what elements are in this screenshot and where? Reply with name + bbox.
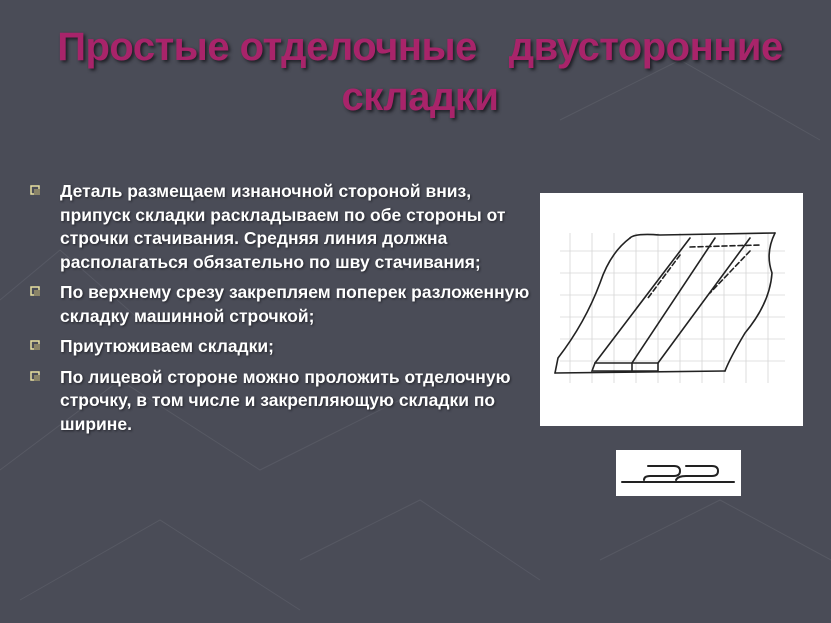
- pleat-profile-drawing: [616, 450, 741, 496]
- hollow-square-bullet-icon: [30, 286, 41, 297]
- bullet-text: По лицевой стороне можно проложить отделочную строчку, в том числе и закрепляющую складки по ширине.: [60, 366, 511, 434]
- hollow-square-bullet-icon: [30, 340, 41, 351]
- pleat-profile-diagram: [616, 450, 741, 496]
- bullet-item: [30, 180, 530, 274]
- bullet-list: [30, 180, 530, 443]
- bullet-item: [30, 366, 530, 437]
- bullet-item: [30, 281, 530, 328]
- slide-title: [40, 22, 800, 122]
- bullet-text: По верхнему срезу закрепляем поперек разложенную складку машинной строчкой;: [60, 282, 530, 326]
- pleat-sketch-drawing: [540, 193, 803, 426]
- pleat-diagram: [540, 193, 803, 426]
- hollow-square-bullet-icon: [30, 371, 41, 382]
- bullet-text: Деталь размещаем изнаночной стороной вниз, припуск складки раскладываем по обе стороны от строчки стачивания. Средняя линия должна располагаться обязательно по шву стачивания;: [60, 181, 506, 272]
- title-line-1: Простые отделочные двусторонние: [57, 25, 783, 69]
- bullet-item: [30, 335, 530, 359]
- bullet-text: Приутюживаем складки;: [60, 336, 274, 356]
- hollow-square-bullet-icon: [30, 185, 41, 196]
- title-line-2: складки: [341, 75, 499, 119]
